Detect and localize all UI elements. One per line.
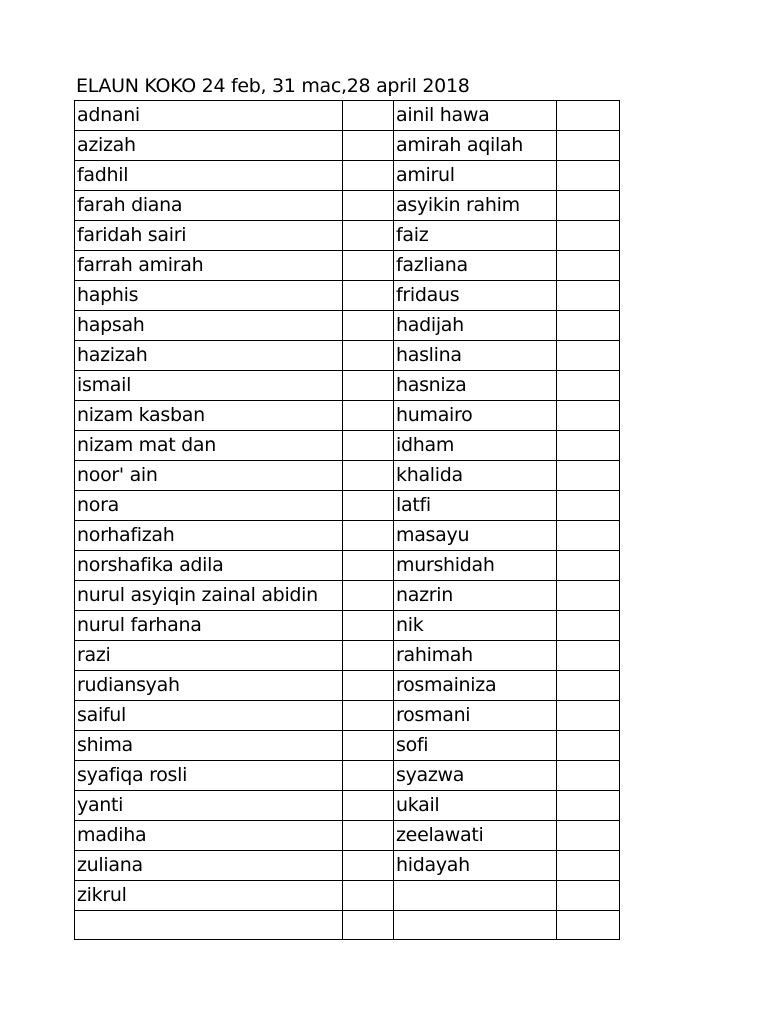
name-cell-left: norhafizah xyxy=(75,521,343,551)
name-cell-left: farrah amirah xyxy=(75,251,343,281)
name-cell-right: masayu xyxy=(394,521,557,551)
table-row xyxy=(75,581,620,611)
blank-cell-right xyxy=(557,911,620,940)
blank-cell-right xyxy=(557,431,620,461)
blank-cell-left xyxy=(343,101,394,131)
name-cell-left xyxy=(75,911,343,940)
blank-cell-left xyxy=(343,821,394,851)
table-row xyxy=(75,371,620,401)
table-row xyxy=(75,101,620,131)
table-row xyxy=(75,131,620,161)
table-row xyxy=(75,701,620,731)
name-cell-right: rosmainiza xyxy=(394,671,557,701)
name-cell-right: hasniza xyxy=(394,371,557,401)
name-cell-left: nurul asyiqin zainal abidin xyxy=(75,581,343,611)
blank-cell-left xyxy=(343,581,394,611)
name-cell-left: fadhil xyxy=(75,161,343,191)
blank-cell-left xyxy=(343,731,394,761)
name-cell-right: idham xyxy=(394,431,557,461)
table-row xyxy=(75,221,620,251)
blank-cell-right xyxy=(557,491,620,521)
blank-cell-right xyxy=(557,821,620,851)
name-cell-right: ukail xyxy=(394,791,557,821)
blank-cell-right xyxy=(557,401,620,431)
blank-cell-left xyxy=(343,791,394,821)
name-cell-left: nora xyxy=(75,491,343,521)
name-cell-right: amirah aqilah xyxy=(394,131,557,161)
name-table-body xyxy=(75,101,620,940)
blank-cell-left xyxy=(343,401,394,431)
name-cell-right xyxy=(394,911,557,940)
name-cell-left: madiha xyxy=(75,821,343,851)
blank-cell-left xyxy=(343,611,394,641)
table-row xyxy=(75,431,620,461)
name-cell-left: faridah sairi xyxy=(75,221,343,251)
name-cell-left: zuliana xyxy=(75,851,343,881)
table-row xyxy=(75,851,620,881)
blank-cell-left xyxy=(343,221,394,251)
name-cell-left: norshafika adila xyxy=(75,551,343,581)
blank-cell-left xyxy=(343,701,394,731)
name-cell-left: haphis xyxy=(75,281,343,311)
name-cell-right: fazliana xyxy=(394,251,557,281)
blank-cell-right xyxy=(557,611,620,641)
blank-cell-left xyxy=(343,251,394,281)
name-cell-right: hidayah xyxy=(394,851,557,881)
blank-cell-right xyxy=(557,761,620,791)
name-cell-left: azizah xyxy=(75,131,343,161)
blank-cell-right xyxy=(557,461,620,491)
blank-cell-right xyxy=(557,341,620,371)
blank-cell-right xyxy=(557,581,620,611)
name-cell-right: asyikin rahim xyxy=(394,191,557,221)
blank-cell-left xyxy=(343,161,394,191)
blank-cell-left xyxy=(343,311,394,341)
name-cell-right: sofi xyxy=(394,731,557,761)
table-row xyxy=(75,281,620,311)
table-row xyxy=(75,551,620,581)
blank-cell-right xyxy=(557,551,620,581)
blank-cell-left xyxy=(343,491,394,521)
name-table xyxy=(74,100,620,940)
blank-cell-right xyxy=(557,731,620,761)
blank-cell-left xyxy=(343,851,394,881)
blank-cell-left xyxy=(343,431,394,461)
blank-cell-left xyxy=(343,761,394,791)
blank-cell-right xyxy=(557,281,620,311)
blank-cell-right xyxy=(557,881,620,911)
blank-cell-right xyxy=(557,851,620,881)
name-cell-right: zeelawati xyxy=(394,821,557,851)
blank-cell-left xyxy=(343,281,394,311)
blank-cell-right xyxy=(557,161,620,191)
name-cell-left: ismail xyxy=(75,371,343,401)
name-cell-left: saiful xyxy=(75,701,343,731)
table-row xyxy=(75,521,620,551)
name-cell-right: murshidah xyxy=(394,551,557,581)
blank-cell-right xyxy=(557,671,620,701)
blank-cell-right xyxy=(557,221,620,251)
blank-cell-right xyxy=(557,191,620,221)
table-row xyxy=(75,641,620,671)
name-cell-right: rosmani xyxy=(394,701,557,731)
name-cell-left: nizam kasban xyxy=(75,401,343,431)
blank-cell-right xyxy=(557,521,620,551)
table-row xyxy=(75,491,620,521)
name-cell-left: hapsah xyxy=(75,311,343,341)
name-cell-right xyxy=(394,881,557,911)
table-row xyxy=(75,671,620,701)
blank-cell-right xyxy=(557,791,620,821)
blank-cell-left xyxy=(343,671,394,701)
blank-cell-left xyxy=(343,461,394,491)
name-cell-right: ainil hawa xyxy=(394,101,557,131)
table-row xyxy=(75,731,620,761)
page-title: ELAUN KOKO 24 feb, 31 mac,28 april 2018 xyxy=(76,75,470,97)
name-cell-right: humairo xyxy=(394,401,557,431)
name-cell-right: rahimah xyxy=(394,641,557,671)
name-cell-right: hadijah xyxy=(394,311,557,341)
name-cell-right: haslina xyxy=(394,341,557,371)
blank-cell-left xyxy=(343,881,394,911)
blank-cell-right xyxy=(557,701,620,731)
name-cell-right: latfi xyxy=(394,491,557,521)
blank-cell-right xyxy=(557,101,620,131)
name-cell-right: syazwa xyxy=(394,761,557,791)
blank-cell-left xyxy=(343,521,394,551)
name-cell-right: fridaus xyxy=(394,281,557,311)
table-row xyxy=(75,881,620,911)
table-row xyxy=(75,341,620,371)
table-row xyxy=(75,401,620,431)
name-cell-left: yanti xyxy=(75,791,343,821)
name-cell-left: hazizah xyxy=(75,341,343,371)
name-cell-left: shima xyxy=(75,731,343,761)
name-cell-left: rudiansyah xyxy=(75,671,343,701)
name-cell-left: noor' ain xyxy=(75,461,343,491)
name-cell-left: zikrul xyxy=(75,881,343,911)
table-row xyxy=(75,911,620,940)
blank-cell-left xyxy=(343,371,394,401)
name-cell-left: nurul farhana xyxy=(75,611,343,641)
table-row xyxy=(75,611,620,641)
name-cell-right: faiz xyxy=(394,221,557,251)
blank-cell-left xyxy=(343,911,394,940)
name-cell-left: syafiqa rosli xyxy=(75,761,343,791)
blank-cell-right xyxy=(557,641,620,671)
blank-cell-right xyxy=(557,311,620,341)
blank-cell-right xyxy=(557,251,620,281)
blank-cell-left xyxy=(343,341,394,371)
name-cell-left: razi xyxy=(75,641,343,671)
blank-cell-right xyxy=(557,131,620,161)
blank-cell-left xyxy=(343,641,394,671)
table-row xyxy=(75,761,620,791)
table-row xyxy=(75,161,620,191)
name-cell-left: adnani xyxy=(75,101,343,131)
name-cell-left: nizam mat dan xyxy=(75,431,343,461)
table-row xyxy=(75,191,620,221)
name-cell-right: nazrin xyxy=(394,581,557,611)
table-row xyxy=(75,251,620,281)
name-cell-right: nik xyxy=(394,611,557,641)
table-row xyxy=(75,821,620,851)
name-cell-left: farah diana xyxy=(75,191,343,221)
name-cell-right: khalida xyxy=(394,461,557,491)
blank-cell-right xyxy=(557,371,620,401)
blank-cell-left xyxy=(343,551,394,581)
table-row xyxy=(75,791,620,821)
table-row xyxy=(75,311,620,341)
name-cell-right: amirul xyxy=(394,161,557,191)
blank-cell-left xyxy=(343,191,394,221)
blank-cell-left xyxy=(343,131,394,161)
table-row xyxy=(75,461,620,491)
